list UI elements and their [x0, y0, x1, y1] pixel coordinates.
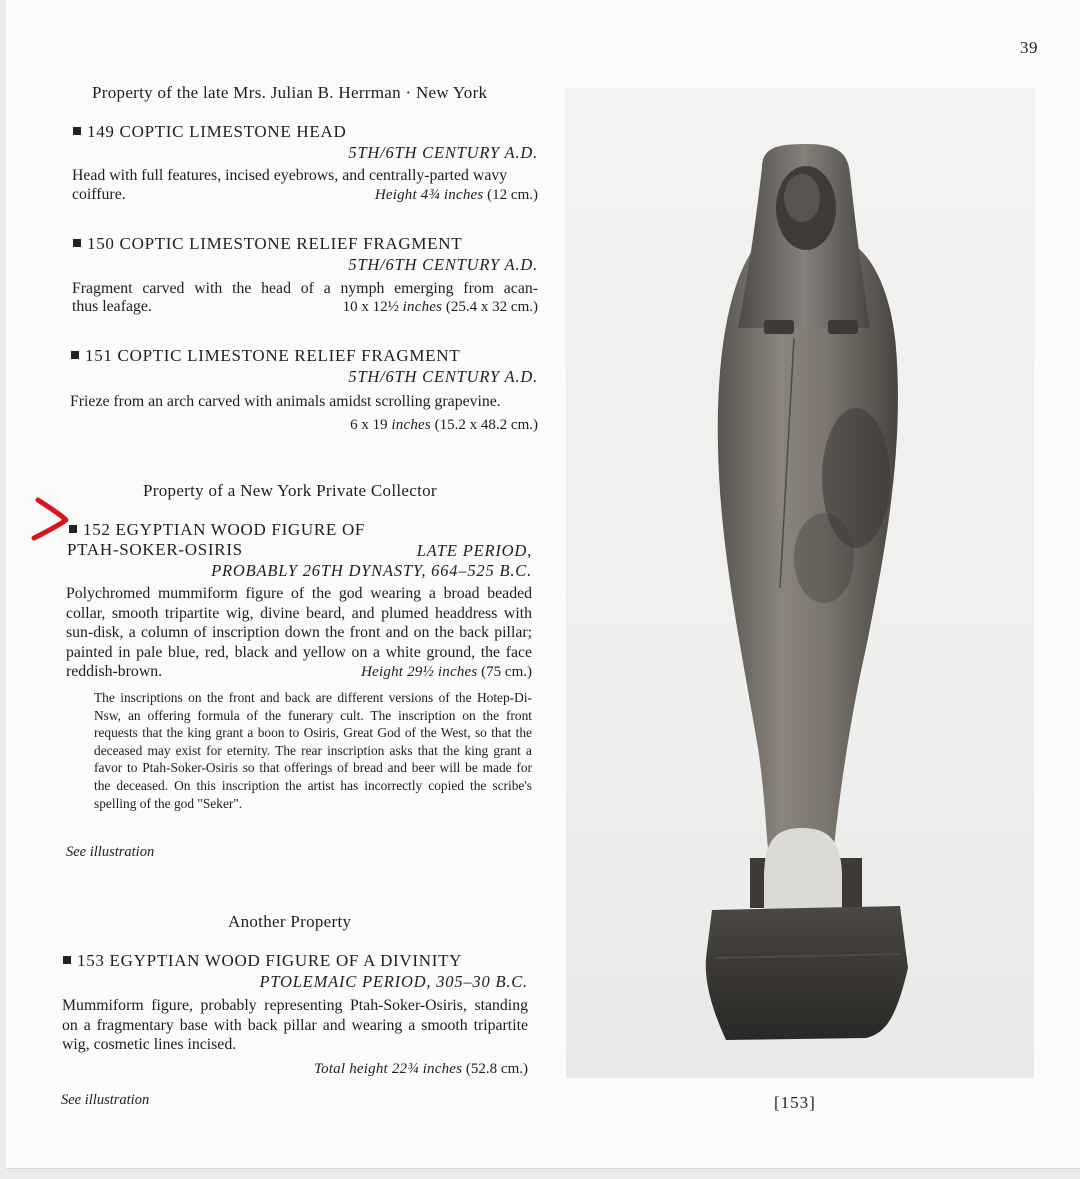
- lot-152-title-line2: PTAH-SOKER-OSIRIS: [67, 540, 243, 559]
- lot-150-title: 150 COPTIC LIMESTONE RELIEF FRAGMENT: [73, 234, 462, 254]
- catalog-page: [6, 0, 1080, 1169]
- page-number: 39: [1020, 38, 1038, 57]
- lot-151-title: 151 COPTIC LIMESTONE RELIEF FRAGMENT: [71, 346, 460, 366]
- lot-153-period: PTOLEMAIC PERIOD, 305–30 B.C.: [259, 972, 528, 991]
- lot-marker-icon: [73, 127, 81, 135]
- lot-153-title: 153 EGYPTIAN WOOD FIGURE OF A DIVINITY: [63, 951, 462, 971]
- lot-150-description-line1: Fragment carved with the head of a nymph emerging from acan-: [72, 280, 538, 297]
- lot-152-title-line1: 152 EGYPTIAN WOOD FIGURE OF: [69, 520, 365, 540]
- photo-caption: [153]: [774, 1093, 816, 1112]
- lot-marker-icon: [71, 351, 79, 359]
- lot-149-description-line2: coiffure.: [72, 186, 126, 203]
- lot-marker-icon: [69, 525, 77, 533]
- lot-149-title: 149 COPTIC LIMESTONE HEAD: [73, 122, 346, 142]
- lot-152-note: The inscriptions on the front and back are different versions of the Hotep-Di-Nsw, an offering formula of the funerary cult. The inscription on the front requests that the king grant a boon to Osiris, Great God of the West, so that the deceased may exist for eternity. The rear inscription asks that the king grant a favor to Ptah-Soker-Osiris so that offerings of bread and beer will be made for the deceased. On this inscription the artist has incorrectly copied the scribe's spelling of the god "Seker".: [94, 690, 532, 811]
- lot-152-description: Polychromed mummiform figure of the god wearing a broad beaded collar, smooth tripartite wig, divine beard, and plumed headdress with sun-disk, a column of inscription down the front and on the back pillar; painted in pale blue, red, black and yellow on a white ground, the face reddish-brown.: [66, 585, 532, 680]
- lot-152-dimensions: Height 29½ inches (75 cm.): [361, 664, 532, 680]
- lot-153-see-illustration: See illustration: [61, 1092, 150, 1108]
- lot-153-dimensions: Total height 22¾ inches (52.8 cm.): [313, 1061, 528, 1077]
- lot-151-period: 5TH/6TH CENTURY A.D.: [348, 367, 538, 386]
- lot-150-period: 5TH/6TH CENTURY A.D.: [348, 255, 538, 274]
- lot-150-dimensions: 10 x 12½ inches (25.4 x 32 cm.): [342, 299, 538, 315]
- lot-151-description: Frieze from an arch carved with animals amidst scrolling grapevine.: [70, 393, 501, 410]
- lot-152-period-line1: LATE PERIOD,: [416, 541, 532, 560]
- wood-figure-image: [566, 88, 1034, 1078]
- section-owner-private-collector: Property of a New York Private Collector: [143, 481, 437, 500]
- lot-149-dimensions: Height 4¾ inches (12 cm.): [374, 187, 538, 203]
- lot-153-description: Mummiform figure, probably representing Ptah-Soker-Osiris, standing on a fragmentary base with back pillar and wearing a smooth tripartite wig, cosmetic lines incised.: [62, 997, 528, 1053]
- red-annotation-arrow-icon: [30, 496, 74, 542]
- lot-149-description-line1: Head with full features, incised eyebrows, and centrally-parted wavy: [72, 167, 508, 184]
- lot-149-period: 5TH/6TH CENTURY A.D.: [348, 143, 538, 162]
- lot-150-description-line2: thus leafage.: [72, 298, 152, 315]
- lot-152-see-illustration: See illustration: [66, 844, 155, 860]
- section-owner-another: Another Property: [228, 912, 352, 931]
- lot-152-period-line2: PROBABLY 26TH DYNASTY, 664–525 B.C.: [211, 561, 532, 580]
- lot-marker-icon: [73, 239, 81, 247]
- lot-151-dimensions: 6 x 19 inches (15.2 x 48.2 cm.): [350, 417, 538, 433]
- lot-marker-icon: [63, 956, 71, 964]
- lot-153-photograph: [566, 88, 1034, 1078]
- section-owner-herrman: Property of the late Mrs. Julian B. Herrman · New York: [92, 83, 488, 102]
